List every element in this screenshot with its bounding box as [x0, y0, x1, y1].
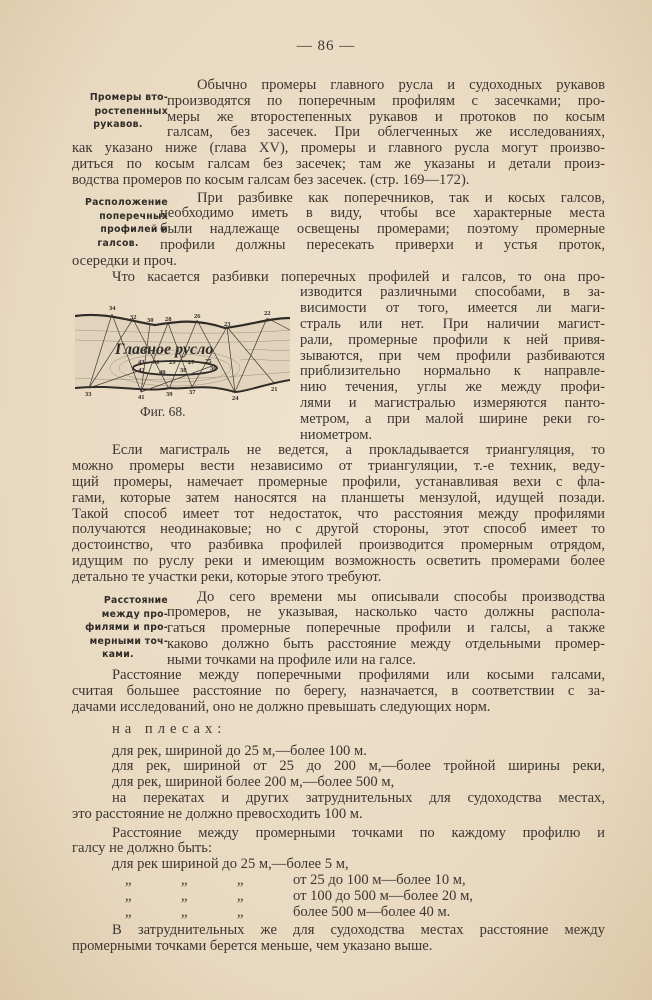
text-line: В затруднительных же для судоходства местах расстояние между: [112, 922, 605, 939]
text-line: страль или нет. При наличии магист-: [300, 315, 605, 332]
point-label: 24: [232, 395, 239, 402]
text-line: профили должны пересекать приверхи и устья проток,: [160, 236, 605, 253]
norm-item: [72, 905, 605, 921]
ditto-mark: „: [181, 872, 188, 889]
point-spacing-list: [72, 857, 605, 920]
point-label: 31: [153, 359, 160, 366]
text-line: идущим по руслу реки и имеющим возможность осветить промерами более: [72, 552, 605, 569]
note-line: мерными точ-: [89, 635, 168, 647]
paragraph: [72, 191, 605, 270]
ditto-mark: „: [237, 872, 244, 889]
point-label: 32: [130, 314, 137, 321]
paragraph: [72, 923, 605, 955]
text-line: промеров, не указывая, насколько часто должны распола-: [167, 604, 605, 621]
ditto-mark: „: [125, 903, 132, 920]
text-line: ными точками на профиле или на галсе.: [167, 651, 416, 668]
text-line: При разбивке как поперечников, так и косых галсов,: [197, 189, 605, 206]
text-line: считая большее расстояние по берегу, назначается, в соответствии с за-: [72, 683, 605, 700]
text-line: приблизительно нормально к направле-: [300, 363, 605, 380]
text-line: До сего времени мы описывали способы производства: [197, 588, 605, 605]
text-line: метром, а при малой ширине реки го-: [300, 410, 605, 427]
point-label: 42: [138, 367, 145, 374]
norm-item: [72, 873, 605, 889]
paragraph: [72, 78, 605, 189]
text-line: достоинство, что разбивка профилей производится промерным отрядом,: [72, 537, 605, 554]
point-label: 30: [147, 317, 154, 324]
note-line: Расположение: [84, 197, 168, 208]
text-line: дачами исследований, оно не должно превышать следующих норм.: [72, 699, 491, 716]
note-line: Промеры вто-: [89, 92, 168, 103]
text-line: детально те участки реки, которые этого требуют.: [72, 568, 382, 585]
ditto-mark: „: [181, 903, 188, 920]
ditto-mark: „: [181, 887, 188, 904]
point-label: 29: [169, 359, 176, 366]
text-line: промерными точками берется меньше, чем указано выше.: [72, 938, 433, 955]
point-label: 28: [165, 316, 172, 323]
ditto-mark: „: [237, 887, 244, 904]
paragraph: [72, 826, 605, 858]
paragraph: [72, 791, 605, 823]
text-line: щий промеры, намечает промерные профили, устанавливая вехи с фла-: [72, 473, 605, 490]
text-line: получаются неодинаковые; но с другой стороны, этот способ имеет то: [72, 521, 605, 538]
text-line: рали, промерные профили к ней привя-: [300, 331, 605, 348]
text-line: каково должно быть расстояние между отдельными промер-: [167, 635, 605, 652]
norm-item: для рек, шириной до 25 м,—более 100 м.: [112, 742, 367, 759]
text-line: висимости от того, имеется ли маги-: [300, 300, 605, 317]
note-line: профилей и: [100, 224, 168, 235]
paragraph: [72, 443, 605, 585]
text-line: Такой способ имеет тот недостаток, что расстояния между профилями: [72, 505, 605, 522]
text-line: были надлежаще освещены промерами; поэтому промерные: [160, 221, 605, 238]
text-line: зываются, при чем профили разбиваются: [300, 347, 605, 364]
text-line: галсу не должно быть:: [72, 840, 213, 857]
text-line: галсам, без засечек. При облегченных же исследованиях,: [167, 124, 605, 141]
paragraph: [72, 590, 605, 669]
text-line: осередки и проч.: [72, 252, 177, 269]
note-line: поперечных: [99, 210, 168, 222]
note-line: ками.: [102, 649, 134, 660]
point-label: 40: [159, 369, 166, 376]
text-line: нию течения, углы же между профи-: [300, 379, 605, 396]
subheading-on-reaches: на плесах:: [112, 720, 227, 737]
note-line: галсов.: [97, 237, 139, 249]
point-label: 26: [194, 313, 201, 320]
point-label: 34: [109, 305, 116, 312]
text-line: гами, которые затем наносятся на планшеты мензулой, идущей позади.: [72, 489, 605, 506]
text-line: Если магистраль не ведется, а прокладывается триангуляция, то: [112, 442, 605, 459]
point-label: 41: [138, 394, 145, 401]
text-line: ниометром.: [300, 426, 373, 443]
norm-item: для рек, шириной более 200 м,—более 500 м,: [112, 774, 395, 791]
norms-list: [72, 744, 605, 791]
text-line: Расстояние между промерными точками по каждому профилю и: [112, 824, 605, 841]
note-line: рукавов.: [93, 119, 143, 130]
text-line: диться по косым галсам без засечек; там же указаны и детали произ-: [72, 155, 605, 172]
figure-68-river-survey-diagram: [75, 300, 290, 405]
norm-text: более 500 м—более 40 м.: [293, 903, 451, 920]
norm-text: от 100 до 500 м—более 20 м,: [293, 887, 473, 904]
text-line: Расстояние между поперечными профилями или косыми галсами,: [112, 667, 605, 684]
page-number: — 86 —: [296, 38, 356, 54]
note-line: Расстояние: [103, 595, 168, 606]
norm-text: от 25 до 100 м—более 10 м,: [293, 872, 466, 889]
text-line: изводится различными способами, в за-: [300, 284, 605, 301]
text-line: гаться промерные поперечные профили и галсы, а также: [167, 620, 605, 637]
text-line: на перекатах и других затруднительных для судоходства местах,: [112, 790, 605, 807]
note-line: филями и про-: [85, 622, 168, 633]
text-line: необходимо иметь в виду, чтобы все характерные места: [160, 205, 605, 222]
text-line: производятся по поперечным профилям с засечками; про-: [167, 92, 605, 109]
norm-item: [72, 889, 605, 905]
point-label: 22: [264, 310, 271, 317]
point-label: 37: [189, 389, 196, 396]
text-line: меры же второстепенных рукавов и протоков по косым: [167, 108, 605, 125]
point-label: 36: [210, 365, 217, 372]
point-label: 25: [205, 358, 212, 365]
figure-caption: Фиг. 68.: [140, 404, 186, 419]
text-line: можно промеры вести независимо от триангуляции, т.-е техник, веду-: [72, 458, 605, 475]
point-label: 27: [188, 359, 195, 366]
point-label: 39: [166, 391, 173, 398]
paragraph: [72, 668, 605, 715]
ditto-mark: „: [125, 887, 132, 904]
point-label: 21: [271, 386, 278, 393]
norm-item: для рек, шириной от 25 до 200 м,—более тройной ширины реки,: [112, 758, 605, 775]
body-text: [72, 78, 605, 955]
text-line: это расстояние не должно превосходить 100 м.: [72, 805, 363, 822]
text-line: Обычно промеры главного русла и судоходных рукавов: [197, 77, 605, 93]
text-line: водства промеров по косым галсам без засечек. (стр. 169—172).: [72, 171, 470, 188]
ditto-mark: „: [237, 903, 244, 920]
text-line: Что касается разбивки поперечных профилей и галсов, то она про-: [112, 268, 605, 285]
point-label: 43: [138, 359, 145, 366]
ditto-mark: „: [125, 872, 132, 889]
point-label: 33: [85, 391, 92, 398]
text-line: как указано ниже (глава XV), промеры и главного русла могут произво-: [72, 140, 605, 157]
note-line: ростепенных: [94, 105, 168, 117]
norm-item: для рек шириной до 25 м,—более 5 м,: [112, 856, 349, 873]
point-label: 23: [224, 321, 231, 328]
text-line: лями и магистралью измеряются панто-: [300, 394, 605, 411]
note-line: между про-: [101, 608, 168, 620]
point-label: 38: [180, 367, 187, 374]
channel-label: Главное русло: [115, 341, 214, 358]
